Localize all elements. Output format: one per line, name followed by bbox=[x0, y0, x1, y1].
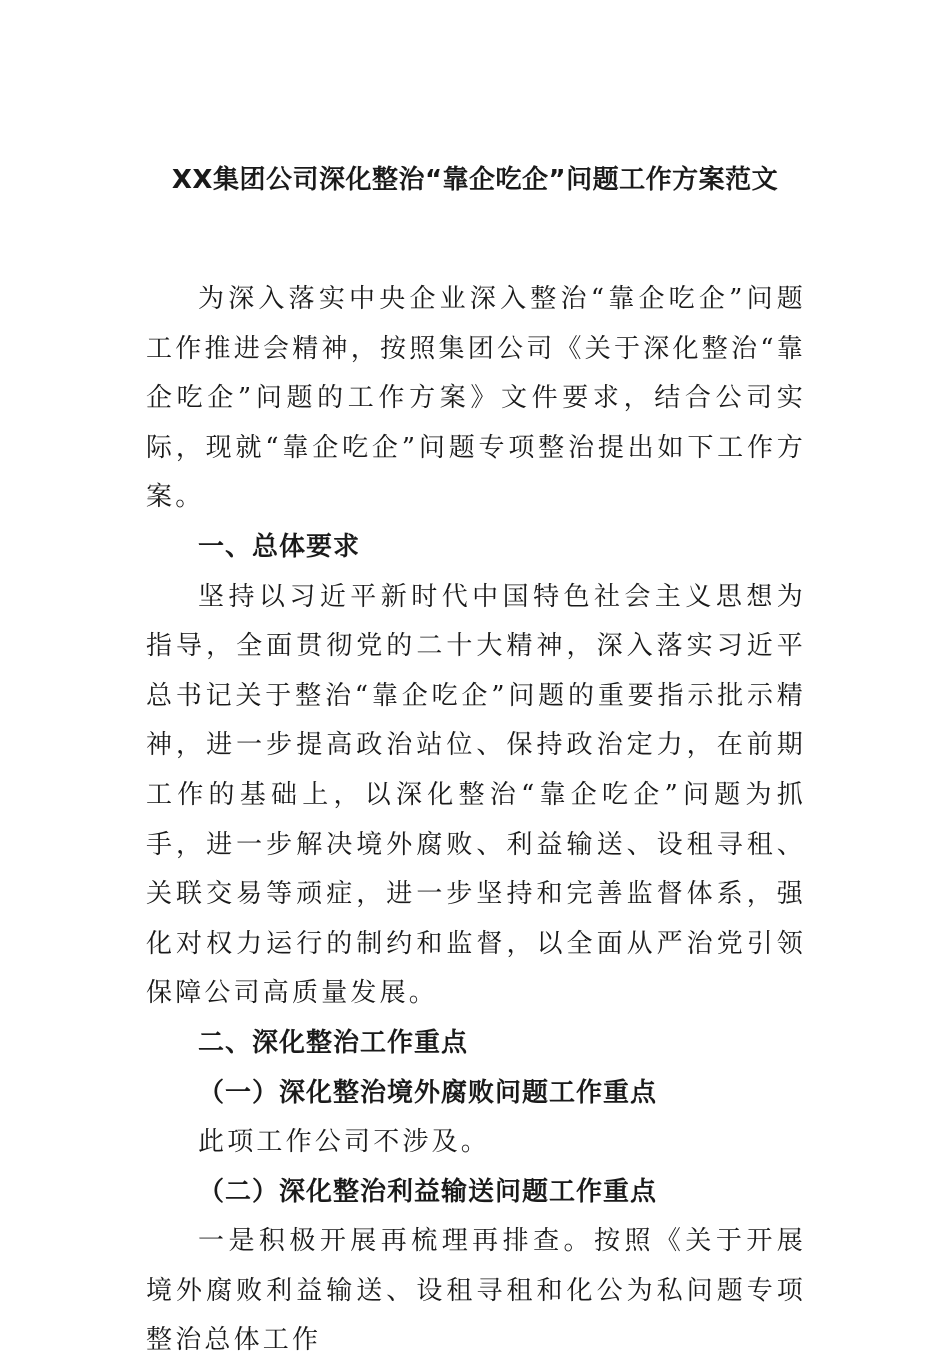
section-heading-general-requirements: 一、总体要求 bbox=[198, 531, 361, 562]
section-heading-key-work: 二、深化整治工作重点 bbox=[198, 1027, 469, 1058]
subsection-heading-overseas-corruption: （一）深化整治境外腐败问题工作重点 bbox=[198, 1077, 658, 1108]
document-body bbox=[146, 275, 806, 1366]
paragraph-overseas-corruption: 此项工作公司不涉及。 bbox=[198, 1127, 491, 1158]
paragraph-general-requirements: 坚持以习近平新时代中国特色社会主义思想为指导，全面贯彻党的二十大精神，深入落实习近平总书记关于整治“靠企吃企”问题的重要指示批示精神，进一步提高政治站位、保持政治定力，在前期工作的基础上，以深化整治“靠企吃企”问题为抓手，进一步解决境外腐败、利益输送、设租寻租、关联交易等顽症，进一步坚持和完善监督体系，强化对权力运行的制约和监督，以全面从严治党引领保障公司高质量发展。 bbox=[146, 581, 806, 1009]
paragraph-benefit-transfer: 一是积极开展再梳理再排查。按照《关于开展境外腐败利益输送、设租寻租和化公为私问题专项整治总体工作 bbox=[146, 1226, 806, 1356]
document-title: XX集团公司深化整治“靠企吃企”问题工作方案范文 bbox=[171, 165, 779, 195]
paragraph-intro: 为深入落实中央企业深入整治“靠企吃企”问题工作推进会精神，按照集团公司《关于深化整治“靠企吃企”问题的工作方案》文件要求，结合公司实际，现就“靠企吃企”问题专项整治提出如下工作方案。 bbox=[146, 284, 806, 513]
subsection-heading-benefit-transfer: （二）深化整治利益输送问题工作重点 bbox=[198, 1176, 658, 1207]
